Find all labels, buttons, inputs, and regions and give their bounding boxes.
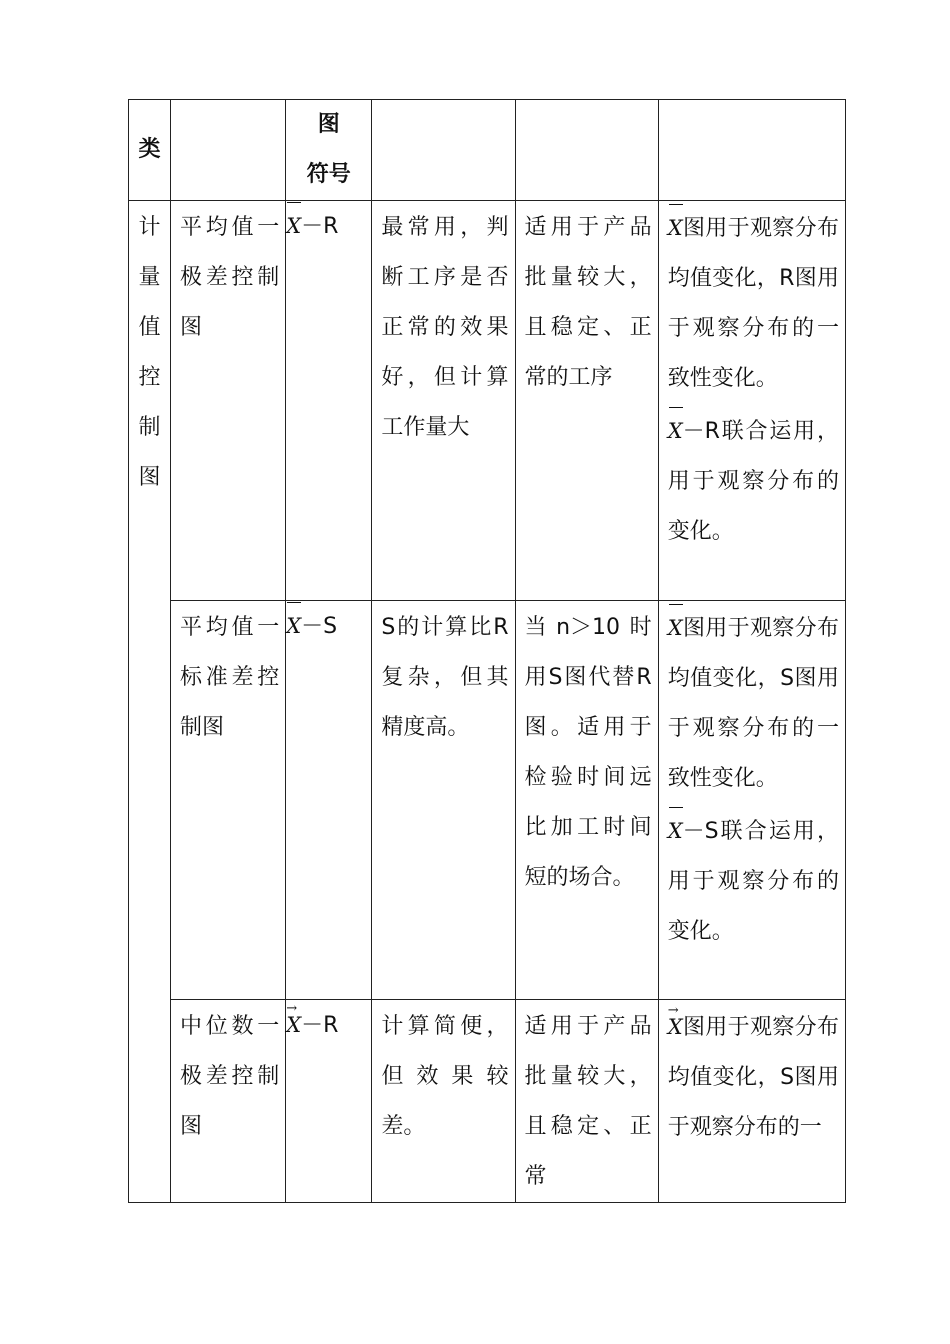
chart-use-combined-text: －S联合运用，用于观察分布的变化。 xyxy=(667,819,839,944)
xbar-symbol: X xyxy=(668,603,683,653)
xbar-symbol: X xyxy=(286,201,301,251)
header-scope xyxy=(515,100,658,201)
chart-feature: 最常用，判断工序是否正常的效果好，但计算工作量大 xyxy=(381,215,509,440)
xbar-symbol: X xyxy=(668,203,683,253)
chart-symbol xyxy=(286,1000,372,1203)
table-row xyxy=(129,201,846,601)
header-use xyxy=(658,100,845,201)
chart-use-combined-text: －R联合运用，用于观察分布的变化。 xyxy=(667,419,839,544)
xbar-symbol: X xyxy=(668,806,683,856)
chart-feature: S的计算比R复杂，但其精度高。 xyxy=(381,615,509,740)
chart-scope: 适用于产品批量较大，且稳定、正常 xyxy=(524,1014,652,1189)
symbol-suffix: －R xyxy=(301,214,339,239)
xbar-symbol: X xyxy=(286,601,301,651)
chart-use xyxy=(659,1000,845,1153)
header-symbol-line1: 图 xyxy=(317,112,340,137)
category-label: 计量值控制图 xyxy=(138,215,161,490)
chart-feature: 计算简便，但效果较差。 xyxy=(381,1014,509,1139)
chart-name: 平均值一标准差控制图 xyxy=(180,615,280,740)
table-row xyxy=(129,1000,846,1203)
control-chart-table xyxy=(128,99,846,1203)
header-name xyxy=(171,100,286,201)
xtilde-symbol: → X xyxy=(668,1002,683,1052)
header-category: 类 xyxy=(129,100,171,201)
chart-scope: 适用于产品批量较大，且稳定、正常的工序 xyxy=(524,215,652,390)
symbol-suffix: －S xyxy=(301,614,338,639)
chart-symbol xyxy=(286,601,372,1000)
category-cell xyxy=(129,201,171,1203)
chart-use-text: 图用于观察分布均值变化，S图用于观察分布的一 xyxy=(667,1015,839,1140)
chart-symbol xyxy=(286,201,372,601)
header-symbol-line2: 符号 xyxy=(306,162,351,187)
header-feature xyxy=(372,100,515,201)
header-symbol xyxy=(286,100,372,201)
chart-name: 平均值一极差控制图 xyxy=(180,215,280,340)
chart-use xyxy=(659,201,845,404)
chart-use xyxy=(659,601,845,804)
chart-use-text: 图用于观察分布均值变化，S图用于观察分布的一致性变化。 xyxy=(667,616,839,791)
chart-use-text: 图用于观察分布均值变化，R图用于观察分布的一致性变化。 xyxy=(667,216,839,391)
header-row xyxy=(129,100,846,201)
symbol-suffix: －R xyxy=(301,1013,339,1038)
chart-use-combined xyxy=(659,804,845,957)
xtilde-symbol: → X xyxy=(286,1000,301,1050)
table-row xyxy=(129,601,846,1000)
chart-name: 中位数一极差控制图 xyxy=(180,1014,280,1139)
chart-use-combined xyxy=(659,404,845,557)
xbar-symbol: X xyxy=(668,406,683,456)
chart-scope: 当n＞10时用S图代替R图。适用于检验时间远比加工时间短的场合。 xyxy=(524,615,652,890)
